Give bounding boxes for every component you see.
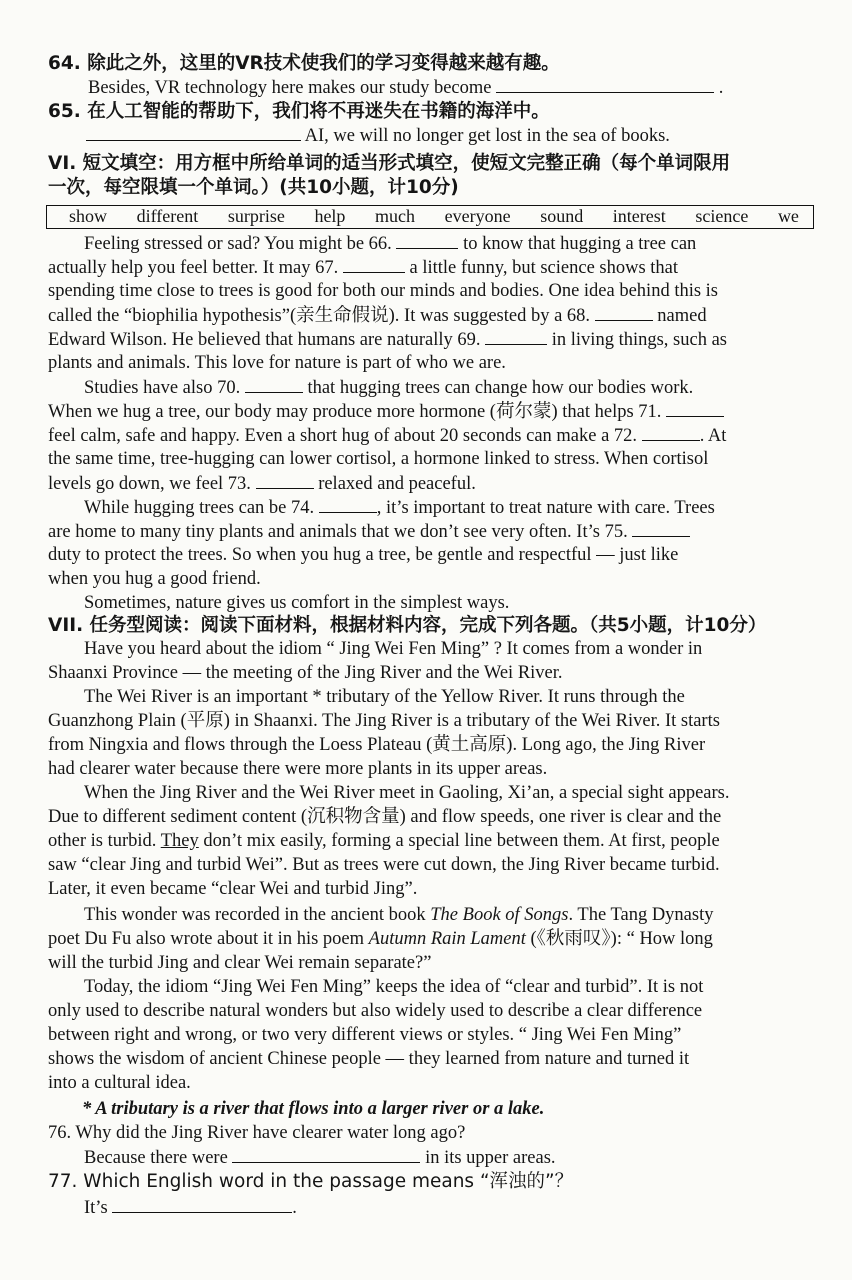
word-bank-item: much: [375, 206, 416, 227]
text: When we hug a tree, our body may produce more hormone (荷尔蒙) that helps 71.: [48, 402, 662, 422]
word-bank-item: we: [777, 206, 799, 227]
s7-p4-line-1: [84, 904, 713, 928]
blank-74[interactable]: [319, 496, 377, 513]
text: While hugging trees can be 74.: [84, 498, 315, 518]
text: Feeling stressed or sad? You might be 66.: [84, 234, 392, 254]
blank-70[interactable]: [245, 376, 303, 393]
text: are home to many tiny plants and animals that we don’t see very often. It’s 75.: [48, 522, 628, 542]
p1-line-4: [48, 304, 707, 329]
section-7-heading: VII. 任务型阅读：阅读下面材料，根据材料内容，完成下列各题。（共5小题，计10分）: [48, 615, 767, 636]
text: , it’s important to treat nature with care. Trees: [376, 498, 715, 518]
p1-line-3: spending time close to trees is good for both our minds and bodies. One idea behind this is: [48, 281, 719, 301]
blank-75[interactable]: [632, 520, 690, 537]
s7-p1-line-1: Have you heard about the idiom “ Jing Wei Fen Ming” ? It comes from a wonder in: [84, 639, 703, 659]
text: other is turbid.: [48, 831, 161, 851]
text: that hugging trees can change how our bodies work.: [307, 378, 694, 398]
text: levels go down, we feel 73.: [48, 474, 251, 494]
s7-p4-line-3: will the turbid Jing and clear Wei remain separate?”: [48, 953, 432, 973]
blank-71[interactable]: [666, 400, 724, 417]
text: in living things, such as: [551, 330, 728, 350]
s7-p1-line-2: Shaanxi Province — the meeting of the Jing River and the Wei River.: [48, 663, 563, 683]
text: Because there were: [84, 1148, 228, 1168]
blank-73[interactable]: [256, 472, 314, 489]
s7-p3-line-4: saw “clear Jing and turbid Wei”. But as trees were cut down, the Jing River became turbid.: [48, 855, 720, 875]
q76-question: 76. Why did the Jing River have clearer water long ago?: [48, 1123, 466, 1143]
word-bank-box: [46, 205, 814, 229]
text: It’s: [84, 1198, 108, 1218]
p1-line-1: [84, 232, 696, 257]
p3-line-2: [48, 520, 690, 545]
s7-p4-line-2: [48, 928, 713, 952]
q64-chinese: 64. 除此之外，这里的VR技术使我们的学习变得越来越有趣。: [48, 53, 560, 74]
word-bank-item: everyone: [444, 206, 511, 227]
blank-72[interactable]: [642, 424, 700, 441]
text: called the “biophilia hypothesis”(亲生命假说). It was suggested by a 68.: [48, 306, 591, 326]
q64-english-text: Besides, VR technology here makes our study become: [88, 78, 492, 98]
word-bank-item: sound: [540, 206, 584, 227]
p1-line-6: plants and animals. This love for nature is part of who we are.: [48, 353, 506, 373]
q65-answer-blank[interactable]: [86, 124, 301, 141]
word-bank-item: science: [695, 206, 749, 227]
s7-p3-line-5: Later, it even became “clear Wei and turbid Jing”.: [48, 879, 418, 899]
text: . At: [699, 426, 727, 446]
text: don’t mix easily, forming a special line between them. At first, people: [198, 831, 720, 851]
text: This wonder was recorded in the ancient book: [84, 905, 431, 925]
q64-end: .: [718, 78, 724, 98]
poem-title: Autumn Rain Lament: [368, 929, 526, 949]
q76-answer-line: [84, 1146, 556, 1171]
tributary-footnote: * A tributary is a river that flows into a larger river or a lake.: [82, 1099, 545, 1119]
p3-line-3: duty to protect the trees. So when you hug a tree, be gentle and respectful — just like: [48, 545, 679, 565]
p2-line-1: [84, 376, 693, 401]
blank-68[interactable]: [595, 304, 653, 321]
blank-69[interactable]: [485, 328, 547, 345]
p3-line-4: when you hug a good friend.: [48, 569, 261, 589]
q76-answer-blank[interactable]: [232, 1146, 420, 1163]
blank-66[interactable]: [396, 232, 458, 249]
s7-p2-line-4: had clearer water because there were more plants in its upper areas.: [48, 759, 548, 779]
q64-answer-blank[interactable]: [496, 76, 714, 93]
book-title: The Book of Songs: [430, 905, 569, 925]
word-bank-item: different: [136, 206, 199, 227]
text: poet Du Fu also wrote about it in his poem: [48, 929, 369, 949]
p2-line-5: [48, 472, 476, 497]
word-bank-item: help: [314, 206, 346, 227]
p3-line-1: [84, 496, 715, 521]
s7-p3-line-1: When the Jing River and the Wei River meet in Gaoling, Xi’an, a special sight appears.: [84, 783, 730, 803]
underlined-word-they: They: [160, 831, 199, 851]
p2-line-4: the same time, tree-hugging can lower cortisol, a hormone linked to stress. When cortisol: [48, 449, 709, 469]
q77-question: 77. Which English word in the passage means “浑浊的”？: [48, 1171, 574, 1192]
text: feel calm, safe and happy. Even a short hug of about 20 seconds can make a 72.: [48, 426, 638, 446]
p1-line-2: [48, 256, 678, 281]
text: .: [292, 1198, 297, 1218]
blank-67[interactable]: [343, 256, 405, 273]
q77-answer-line: [84, 1196, 297, 1221]
s7-p5-line-2: only used to describe natural wonders but also widely used to describe a clear difference: [48, 1001, 703, 1021]
p2-line-3: [48, 424, 726, 449]
text: to know that hugging a tree can: [463, 234, 697, 254]
s7-p5-line-1: Today, the idiom “Jing Wei Fen Ming” keeps the idea of “clear and turbid”. It is not: [84, 977, 704, 997]
text: named: [657, 306, 707, 326]
text: Edward Wilson. He believed that humans are naturally 69.: [48, 330, 481, 350]
p2-line-2: [48, 400, 724, 425]
text: actually help you feel better. It may 67.: [48, 258, 339, 278]
q77-answer-blank[interactable]: [112, 1196, 292, 1213]
p4-line-1: Sometimes, nature gives us comfort in the simplest ways.: [84, 593, 510, 613]
word-bank-item: surprise: [227, 206, 285, 227]
text: . The Tang Dynasty: [568, 905, 714, 925]
s7-p5-line-5: into a cultural idea.: [48, 1073, 191, 1093]
text: relaxed and peaceful.: [318, 474, 476, 494]
q65-chinese: 65. 在人工智能的帮助下，我们将不再迷失在书籍的海洋中。: [48, 101, 550, 122]
word-bank-item: interest: [612, 206, 666, 227]
s7-p2-line-1: The Wei River is an important * tributary of the Yellow River. It runs through the: [84, 687, 685, 707]
text: a little funny, but science shows that: [409, 258, 679, 278]
s7-p2-line-3: from Ningxia and flows through the Loess Plateau (黄土高原). Long ago, the Jing River: [48, 735, 706, 755]
s7-p3-line-3: [48, 830, 720, 854]
s7-p5-line-3: between right and wrong, or two very different views or styles. “ Jing Wei Fen Ming”: [48, 1025, 682, 1045]
q65-english-line: [86, 124, 670, 149]
s7-p5-line-4: shows the wisdom of ancient Chinese people — they learned from nature and turned it: [48, 1049, 690, 1069]
q65-english-text: AI, we will no longer get lost in the sea of books.: [304, 126, 670, 146]
text: in its upper areas.: [425, 1148, 556, 1168]
q64-english-line: [88, 76, 723, 101]
p1-line-5: [48, 328, 727, 353]
s7-p3-line-2: Due to different sediment content (沉积物含量) and flow speeds, one river is clear and the: [48, 807, 722, 827]
s7-p2-line-2: Guanzhong Plain (平原) in Shaanxi. The Jing River is a tributary of the Wei River. It starts: [48, 711, 720, 731]
section-6-heading-line2: 一次，每空限填一个单词。）(共10小题，计10分): [48, 177, 459, 198]
word-bank-item: show: [69, 206, 108, 227]
text: Studies have also 70.: [84, 378, 241, 398]
section-6-heading-line1: VI. 短文填空：用方框中所给单词的适当形式填空，使短文完整正确（每个单词限用: [48, 153, 731, 174]
text: (《秋雨叹》): “ How long: [525, 929, 713, 949]
